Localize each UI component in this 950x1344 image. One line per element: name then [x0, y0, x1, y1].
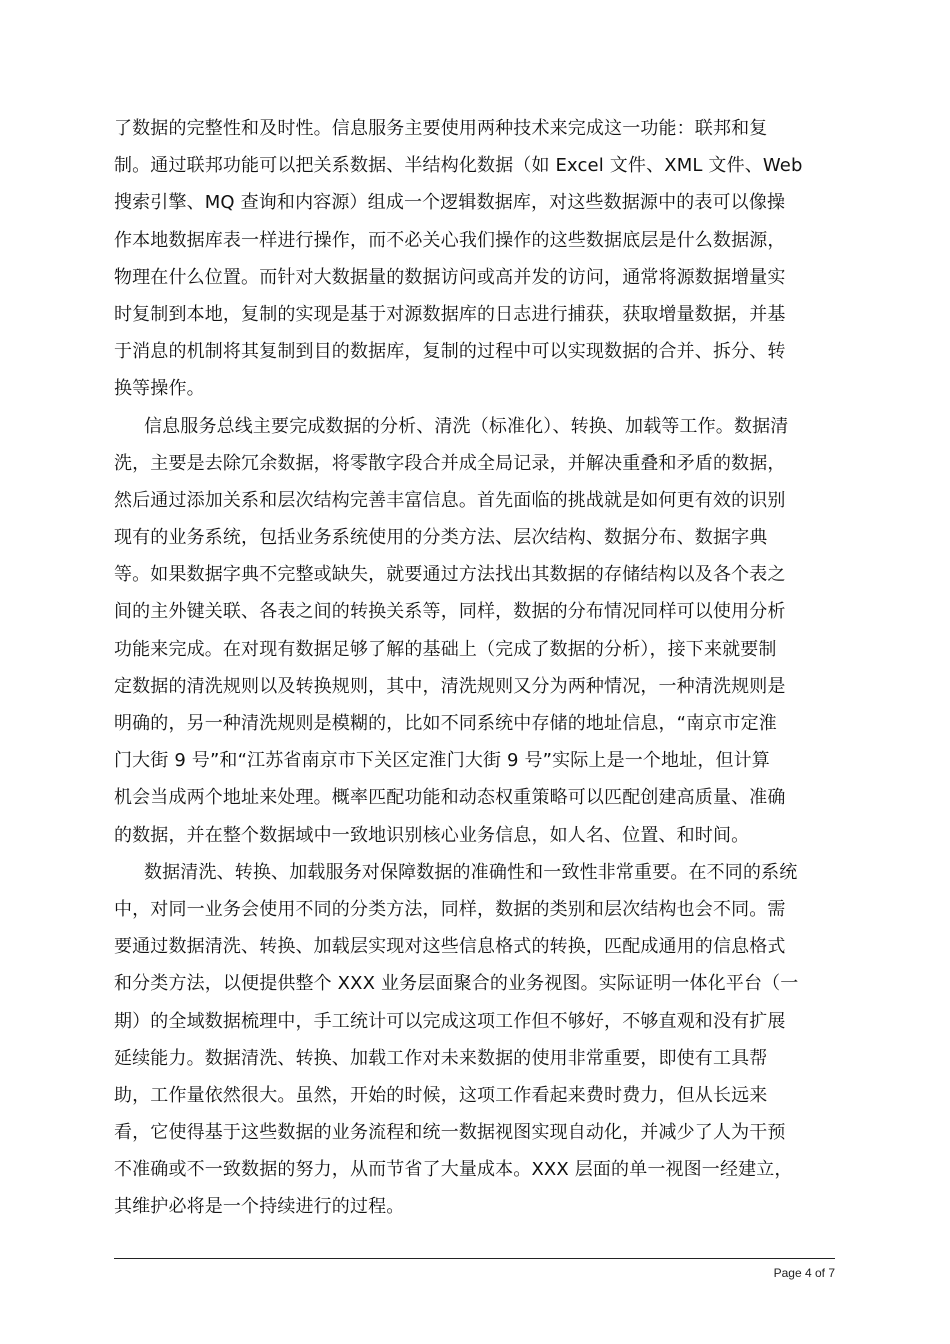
text-line: 期）的全域数据梳理中，手工统计可以完成这项工作但不够好，不够直观和没有扩展 — [114, 1010, 786, 1032]
text-line: 和分类方法，以便提供整个 XXX 业务层面聚合的业务视图。实际证明一体化平台（一 — [114, 973, 799, 995]
text-line: 然后通过添加关系和层次结构完善丰富信息。首先面临的挑战就是如何更有效的识别 — [114, 489, 786, 511]
text-line: 间的主外键关联、各表之间的转换关系等，同样，数据的分布情况同样可以使用分析 — [114, 601, 786, 623]
text-line: 看，它使得基于这些数据的业务流程和统一数据视图实现自动化，并减少了人为干预 — [114, 1122, 786, 1144]
text-line: 其维护必将是一个持续进行的过程。 — [114, 1196, 405, 1218]
text-line: 不准确或不一致数据的努力，从而节省了大量成本。XXX 层面的单一视图一经建立， — [114, 1159, 793, 1181]
text-line: 要通过数据清洗、转换、加载层实现对这些信息格式的转换，匹配成通用的信息格式 — [114, 936, 786, 958]
text-line: 了数据的完整性和及时性。信息服务主要使用两种技术来完成这一功能：联邦和复 — [114, 118, 768, 139]
text-line: 时复制到本地，复制的实现是基于对源数据库的日志进行捕获，获取增量数据，并基 — [114, 303, 786, 325]
text-line: 机会当成两个地址来处理。概率匹配功能和动态权重策略可以匹配创建高质量、准确 — [114, 787, 786, 809]
text-line: 的数据，并在整个数据域中一致地识别核心业务信息，如人名、位置、和时间。 — [114, 824, 750, 846]
text-line: 延续能力。数据清洗、转换、加载工作对未来数据的使用非常重要，即使有工具帮 — [114, 1047, 768, 1069]
text-line: 明确的，另一种清洗规则是模糊的，比如不同系统中存储的地址信息，“南京市定淮 — [114, 713, 777, 734]
text-line: 搜索引擎、MQ 查询和内容源）组成一个逻辑数据库，对这些数据源中的表可以像操 — [114, 192, 786, 214]
text-line: 门大街 9 号”和“江苏省南京市下关区定淮门大街 9 号”实际上是一个地址，但计算 — [114, 750, 770, 772]
text-line: 换等操作。 — [114, 378, 205, 400]
paragraph-start-line: 信息服务总线主要完成数据的分析、清洗（标准化）、转换、加载等工作。数据清 — [144, 415, 789, 437]
footer-divider — [114, 1258, 835, 1259]
text-line: 定数据的清洗规则以及转换规则，其中，清洗规则又分为两种情况，一种清洗规则是 — [114, 675, 786, 697]
text-line: 作本地数据库表一样进行操作，而不必关心我们操作的这些数据底层是什么数据源， — [114, 229, 786, 251]
text-line: 等。如果数据字典不完整或缺失，就要通过方法找出其数据的存储结构以及各个表之 — [114, 564, 786, 586]
text-line: 功能来完成。在对现有数据足够了解的基础上（完成了数据的分析），接下来就要制 — [114, 638, 777, 660]
text-line: 助，工作量依然很大。虽然，开始的时候，这项工作看起来费时费力，但从长远来 — [114, 1084, 768, 1106]
body-text — [114, 110, 834, 1226]
text-line: 现有的业务系统，包括业务系统使用的分类方法、层次结构、数据分布、数据字典 — [114, 527, 768, 549]
text-line: 物理在什么位置。而针对大数据量的数据访问或高并发的访问，通常将源数据增量实 — [114, 266, 786, 288]
text-line: 洗，主要是去除冗余数据，将零散字段合并成全局记录，并解决重叠和矛盾的数据， — [114, 452, 786, 474]
text-line: 制。通过联邦功能可以把关系数据、半结构化数据（如 Excel 文件、XML 文件、Web — [114, 155, 803, 177]
text-line: 中，对同一业务会使用不同的分类方法，同样，数据的类别和层次结构也会不同。需 — [114, 898, 786, 920]
page-number: Page 4 of 7 — [773, 1266, 835, 1280]
text-line: 于消息的机制将其复制到目的数据库，复制的过程中可以实现数据的合并、拆分、转 — [114, 341, 786, 363]
paragraph-start-line: 数据清洗、转换、加载服务对保障数据的准确性和一致性非常重要。在不同的系统 — [144, 861, 798, 883]
